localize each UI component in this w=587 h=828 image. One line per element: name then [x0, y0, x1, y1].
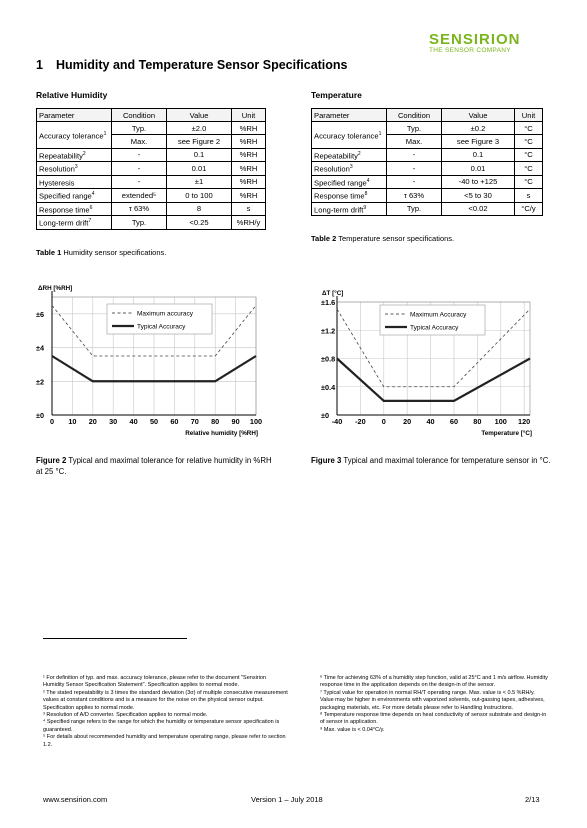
temperature-tolerance-chart [305, 280, 550, 445]
table-header-row [37, 109, 266, 122]
x-tick-label: 90 [231, 417, 240, 426]
x-tick-label: -40 [331, 417, 343, 426]
x-tick-label: 40 [129, 417, 138, 426]
cell-condition: Typ. [112, 216, 167, 230]
cell-parameter: Repeatability$^2$ [37, 148, 112, 162]
cell-parameter: Resolution$^3$ [312, 162, 387, 176]
cell-value: see Figure 3 [442, 135, 515, 148]
cell-parameter: Long-term drift$^9$ [312, 202, 387, 216]
cell-parameter: Response time$^6$ [37, 202, 112, 216]
cell-parameter: Repeatability$^2$ [312, 148, 387, 162]
cell-condition: - [112, 148, 167, 162]
footnotes-left [43, 675, 288, 749]
cell-parameter: Long-term drift$^7$ [37, 216, 112, 230]
cell-unit: °C [515, 122, 543, 135]
section-heading [36, 58, 348, 72]
cell-value: 0.1 [442, 148, 515, 162]
legend-label: Maximum Accuracy [410, 311, 467, 319]
cell-value: ±1 [167, 175, 232, 189]
x-tick-label: 100 [249, 417, 263, 426]
table-row [37, 216, 266, 230]
header-unit: Unit [515, 109, 543, 122]
humidity-spec-table [36, 108, 266, 230]
y-tick-label: ±0.8 [321, 354, 336, 364]
footnotes-right [320, 675, 548, 734]
table-row [312, 122, 543, 135]
header-condition: Condition [112, 109, 167, 122]
table-row [37, 202, 266, 216]
y-tick-label: ±0 [321, 411, 330, 420]
footnote: ² The stated repeatability is 3 times the standard deviation (3σ) of multiple consecutive measurement values at constant conditions and is a measure for the noise on the physical sensor output. Specification applies to normal mode. [43, 689, 288, 711]
cell-value: -40 to +125 [442, 175, 515, 189]
footnote-separator [43, 638, 187, 639]
footnote: ⁹ Max. value is < 0.04°C/y. [320, 726, 385, 733]
y-tick-label: ±0.4 [321, 382, 336, 392]
x-tick-label: 100 [494, 417, 507, 426]
y-axis-title: ΔT [°C] [322, 290, 344, 297]
x-tick-label: 50 [149, 417, 159, 426]
footnote: ⁴ Specified range refers to the range for which the humidity or temperature sensor specification is guaranteed. [43, 719, 280, 733]
header-parameter: Parameter [312, 109, 387, 122]
table-row [312, 202, 543, 216]
table-row [312, 189, 543, 203]
temperature-spec-table [311, 108, 543, 216]
accuracy-label: Accuracy tolerance$^1$ [312, 122, 387, 148]
table-row [37, 162, 266, 176]
humidity-heading: Relative Humidity [36, 90, 108, 100]
humidity-tolerance-chart [30, 280, 270, 445]
y-tick-label: ±0 [36, 411, 45, 420]
x-axis-title: Relative humidity [%RH] [185, 430, 258, 437]
header-value: Value [442, 109, 515, 122]
y-tick-label: ±1.6 [321, 298, 336, 307]
x-tick-label: -20 [355, 417, 366, 426]
legend-label: Typical Accuracy [137, 323, 186, 331]
figure3-caption: Figure 3 Typical and maximal tolerance for temperature sensor in °C. [311, 456, 551, 465]
footnote: ³ Resolution of A/D converter. Specification applies to normal mode. [43, 712, 208, 719]
legend-label: Typical Accuracy [410, 324, 459, 332]
cell-value: <0.25 [167, 216, 232, 230]
footer-website-link[interactable]: www.sensirion.com [43, 795, 108, 804]
y-tick-label: ±2 [36, 377, 45, 387]
cell-unit: %RH [232, 162, 266, 176]
x-tick-label: 60 [449, 417, 459, 426]
cell-unit: %RH/y [232, 216, 266, 230]
table1-caption: Table 1 Humidity sensor specifications. [36, 248, 167, 257]
cell-unit: %RH [232, 122, 266, 135]
cell-condition: - [387, 175, 442, 189]
cell-condition: Max. [387, 135, 442, 148]
cell-condition: - [112, 162, 167, 176]
cell-condition: - [112, 175, 167, 189]
cell-parameter: Specified range$^4$ [312, 175, 387, 189]
header-parameter: Parameter [37, 109, 112, 122]
cell-parameter: Resolution$^3$ [37, 162, 112, 176]
cell-unit: s [232, 202, 266, 216]
section-title: Humidity and Temperature Sensor Specifications [56, 58, 348, 72]
table-row [312, 162, 543, 176]
cell-parameter: Hysteresis [37, 175, 112, 189]
x-tick-label: 20 [88, 417, 97, 426]
cell-unit: %RH [232, 189, 266, 203]
footer-page-number: 2/13 [525, 795, 540, 804]
cell-unit: °C [515, 162, 543, 176]
cell-value: see Figure 2 [167, 135, 232, 148]
table-row [37, 148, 266, 162]
x-tick-label: 70 [190, 417, 199, 426]
company-logo: SENSIRION [429, 31, 521, 48]
y-tick-label: ±4 [36, 343, 45, 353]
footnote: ¹ For definition of typ. and max. accuracy tolerance, please refer to the document "Sensirion Humidity Sensor Specification Statement". Specification applies to normal mode. [43, 675, 266, 689]
temperature-heading: Temperature [311, 90, 362, 100]
footnote: ⁸ Temperature response time depends on heat conductivity of sensor substrate and design-in of sensor in application. [320, 712, 547, 726]
cell-condition: Typ. [112, 122, 167, 135]
x-tick-label: 80 [211, 417, 220, 426]
cell-value: 0.01 [442, 162, 515, 176]
legend-label: Maximum accuracy [137, 310, 193, 318]
x-tick-label: 0 [49, 417, 55, 426]
cell-unit: °C/y [515, 202, 543, 216]
x-tick-label: 30 [109, 417, 118, 426]
cell-condition: τ 63% [387, 189, 442, 203]
table2-caption: Table 2 Temperature sensor specifications. [311, 234, 455, 243]
cell-condition: - [387, 148, 442, 162]
footnote: ⁷ Typical value for operation in normal RH/T operating range. Max. value is < 0.5 %RH/y. Value may be higher in environments with vaporized solvents, out-gassing tapes, adhesives, packaging materials, etc. For more details please refer to Handling Instructions. [320, 689, 545, 711]
table-row [37, 122, 266, 135]
cell-condition: - [387, 162, 442, 176]
cell-unit: %RH [232, 135, 266, 148]
section-number: 1 [36, 58, 43, 72]
x-axis-title: Temperature [°C] [481, 430, 532, 437]
cell-condition: Typ. [387, 122, 442, 135]
accuracy-label: Accuracy tolerance$^1$ [37, 122, 112, 148]
table-row [37, 189, 266, 203]
cell-unit: °C [515, 175, 543, 189]
cell-value: ±0.2 [442, 122, 515, 135]
header-value: Value [167, 109, 232, 122]
x-tick-label: 0 [381, 417, 386, 426]
table-row [312, 148, 543, 162]
table-row [312, 175, 543, 189]
footer-version: Version 1 – July 2018 [251, 795, 323, 804]
cell-parameter: Specified range$^4$ [37, 189, 112, 203]
cell-value: 0.1 [167, 148, 232, 162]
company-tagline: THE SENSOR COMPANY [429, 47, 511, 54]
cell-unit: s [515, 189, 543, 203]
y-axis-title: ΔRH [%RH] [38, 285, 73, 292]
cell-unit: %RH [232, 175, 266, 189]
y-tick-label: ±6 [36, 309, 45, 319]
table-row [37, 175, 266, 189]
y-tick-label: ±1.2 [321, 326, 336, 336]
x-tick-label: 80 [473, 417, 482, 426]
x-tick-label: 10 [68, 417, 77, 426]
x-tick-label: 40 [426, 417, 435, 426]
table-header-row [312, 109, 543, 122]
cell-unit: %RH [232, 148, 266, 162]
header-unit: Unit [232, 109, 266, 122]
cell-value: ±2.0 [167, 122, 232, 135]
cell-unit: °C [515, 135, 543, 148]
cell-condition: extended⁵ [112, 189, 167, 203]
x-tick-label: 60 [170, 417, 179, 426]
cell-value: <5 to 30 [442, 189, 515, 203]
footnote: ⁶ Time for achieving 63% of a humidity step function, valid at 25°C and 1 m/s airflow. Humidity response time in the application depends on the design-in of the sensor. [320, 675, 548, 689]
cell-value: <0.02 [442, 202, 515, 216]
cell-condition: Typ. [387, 202, 442, 216]
x-tick-label: 20 [403, 417, 412, 426]
cell-condition: Max. [112, 135, 167, 148]
cell-unit: °C [515, 148, 543, 162]
footnote: ⁵ For details about recommended humidity and temperature operating range, please refer to section 1.2. [43, 734, 286, 748]
cell-value: 8 [167, 202, 232, 216]
figure2-caption: Figure 2 Typical and maximal tolerance for relative humidity in %RH at 25 °C. [36, 456, 272, 476]
cell-value: 0.01 [167, 162, 232, 176]
x-tick-label: 120 [518, 417, 531, 426]
cell-value: 0 to 100 [167, 189, 232, 203]
cell-condition: τ 63% [112, 202, 167, 216]
header-condition: Condition [387, 109, 442, 122]
cell-parameter: Response time$^8$ [312, 189, 387, 203]
